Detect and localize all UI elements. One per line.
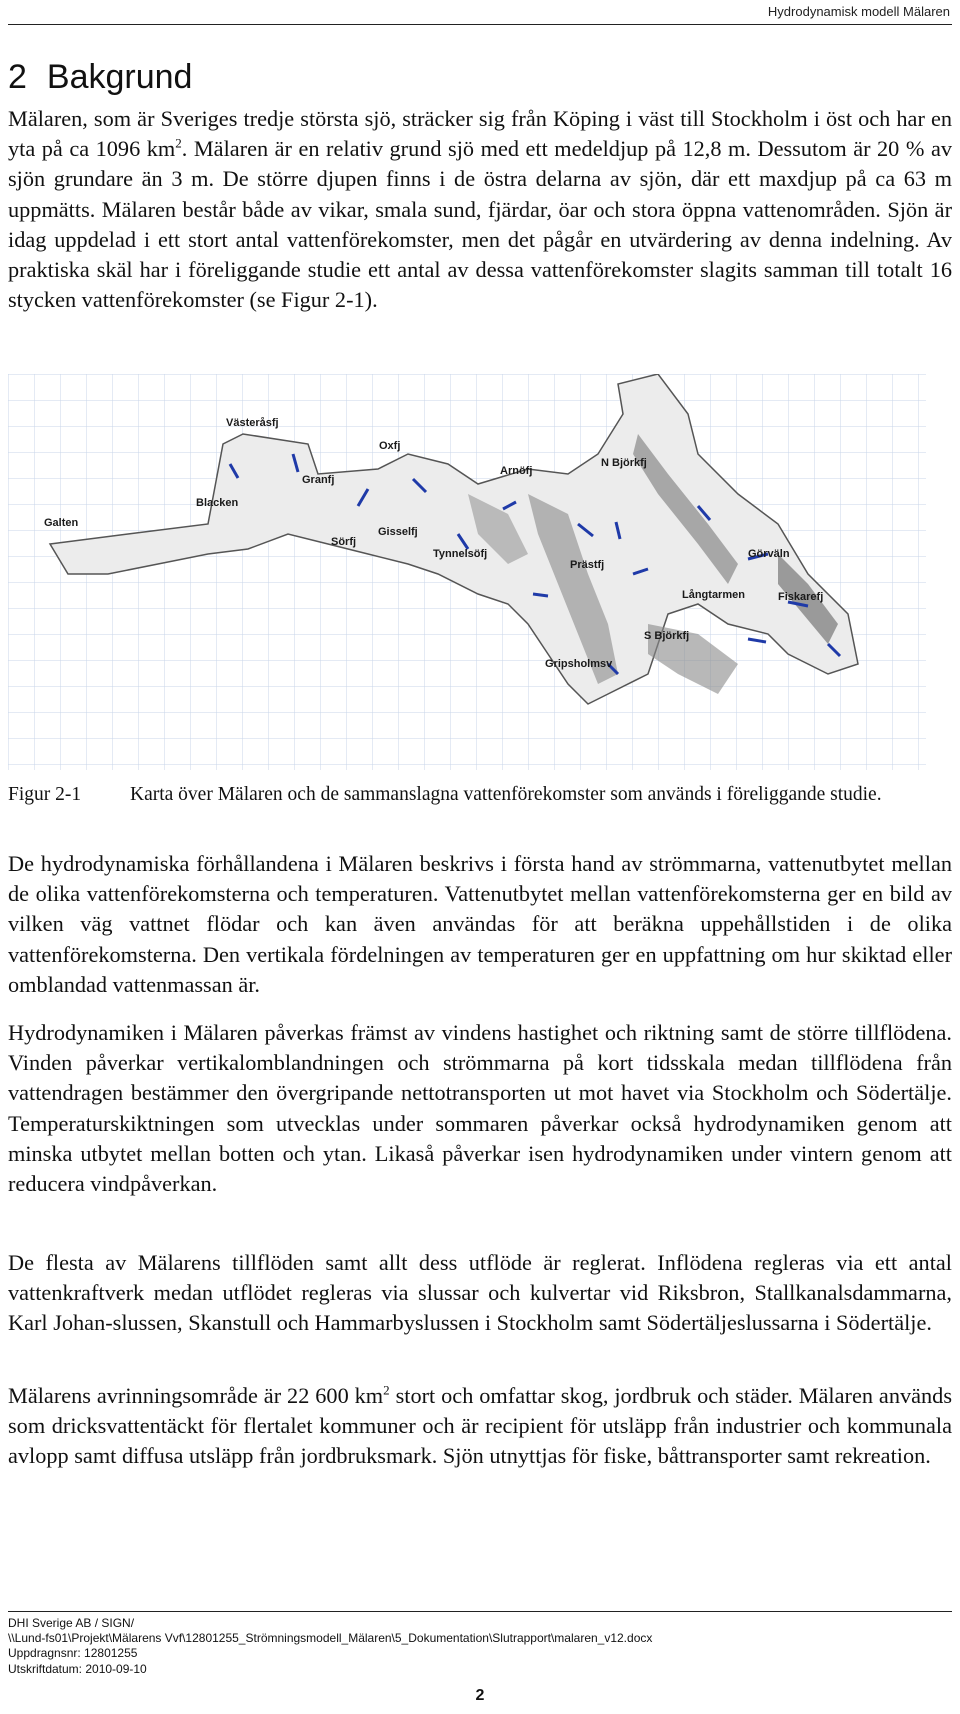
map-label: Sörfj (331, 536, 357, 548)
footer-rule (8, 1611, 952, 1612)
map-label: Västeråsfj (226, 417, 279, 429)
paragraph-intro-text: Mälaren, som är Sveriges tredje största sjö, sträcker sig från Köping i väst till Stockholm i öst och har en yta på ca 1096 km (8, 106, 952, 162)
map-label: Galten (44, 517, 79, 529)
map-label: Görväln (748, 548, 790, 560)
map-label: Gripsholmsv (545, 658, 613, 670)
map-label: Fiskarefj (778, 591, 824, 603)
section-title: Bakgrund (46, 58, 193, 96)
page-number: 2 (475, 1687, 485, 1704)
paragraph-intro (8, 104, 952, 315)
footer-line-project: Uppdragnsnr: 12801255 (8, 1646, 138, 1661)
header-rule (8, 24, 952, 25)
map-label: N Björkfj (601, 457, 647, 469)
superscript: 2 (383, 1382, 390, 1398)
map-label: Tynnelsöfj (433, 548, 488, 560)
section-number: 2 (8, 58, 27, 96)
paragraph-catchment (8, 1381, 952, 1472)
footer-line-company: DHI Sverige AB / SIGN/ (8, 1616, 135, 1630)
paragraph-catchment-text: Mälarens avrinningsområde är 22 600 km (8, 1383, 384, 1408)
lake-map-figure (8, 374, 926, 770)
footer-line-path: \\Lund-fs01\Projekt\Mälarens Vvf\12801255_Strömningsmodell_Mälaren\5_Dokumentation\Slutrapport\malaren_v12.docx (8, 1631, 653, 1646)
map-label: Oxfj (379, 440, 401, 452)
figure-label: Figur 2-1 (8, 784, 82, 805)
footer (8, 1616, 652, 1677)
paragraph-catchment-text-cont: stort och omfattar skog, jordbruk och städer. Mälaren används som dricksvattentäckt för flertalet kommuner och är recipient för utsläpp från industrier och kommunala avlopp samt diffusa utsläpp från jordbruksmark. Sjön utnyttjas för fiske, båttransporter samt rekreation. (8, 1383, 952, 1469)
figure-caption-text: Karta över Mälaren och de sammanslagna vattenförekomster som används i föreliggande studie. (130, 784, 882, 805)
footer-line-date: Utskriftdatum: 2010-09-10 (8, 1661, 147, 1676)
map-label: Gisselfj (378, 526, 418, 538)
map-label: Granfj (302, 474, 335, 486)
map-label: Prästfj (570, 559, 605, 571)
paragraph-regulation: De flesta av Mälarens tillflöden samt allt dess utflöde är reglerat. Inflödena regleras via ett antal vattenkraftverk medan utflödet regleras via slussar och kulvertar vid Riksbron, Stallkanalsdammarna, Karl Johan-slussen, Skanstull och Hammarbyslussen i Stockholm samt Södertäljeslussarna i Södertälje. (8, 1250, 952, 1336)
paragraph-intro-text-cont: . Mälaren är en relativ grund sjö med ett medeldjup på 12,8 m. Dessutom är 20 % av sjön grundare än 3 m. De större djupen finns i de östra delarna av sjön, där ett maxdjup på ca 63 m uppmätts. Mälaren består både av vikar, smala sund, fjärdar, öar och stora öppna vattenområden. Sjön är idag uppdelad i ett stort antal vattenförekomster, men det pågår en utvärdering av denna indelning. Av praktiska skäl har i föreliggande studie ett antal av dessa vattenförekomster slagits samman till totalt 16 stycken vattenförekomster (se Figur 2-1). (8, 136, 952, 313)
paragraph-hydrodynamics: De hydrodynamiska förhållandena i Mälaren beskrivs i första hand av strömmarna, vattenutbytet mellan de olika vattenförekomsterna och temperaturen. Vattenutbytet mellan vattenförekomsterna ger en bild av vilken väg vattnet flödar och kan även användas för att beräkna uppehållstiden i de olika vattenförekomsterna. Den vertikala fördelningen av temperaturen ger en uppfattning om hur skiktad eller omblandad vattenmassan är. (8, 851, 952, 997)
map-label: Arnöfj (500, 465, 533, 477)
section-heading (8, 58, 192, 97)
map-label: Blacken (196, 497, 239, 509)
map-label: Långtarmen (682, 589, 745, 601)
running-header: Hydrodynamisk modell Mälaren (767, 4, 950, 19)
lake-map (8, 374, 926, 770)
superscript: 2 (175, 135, 182, 151)
paragraph-wind: Hydrodynamiken i Mälaren påverkas främst av vindens hastighet och riktning samt de större tillflödena. Vinden påverkar vertikalomblandningen och strömmarna på kort tidsskala medan tillflödena från vattendragen bestämmer den övergripande nettotransporten ut mot havet via Stockholm och Södertälje. Temperaturskiktningen som utvecklas under sommaren påverkar också hydrodynamiken genom att minska utbytet mellan botten och ytan. Likaså påverkar isen hydrodynamiken under vintern genom att reducera vindpåverkan. (8, 1020, 952, 1197)
map-label: S Björkfj (644, 630, 690, 642)
